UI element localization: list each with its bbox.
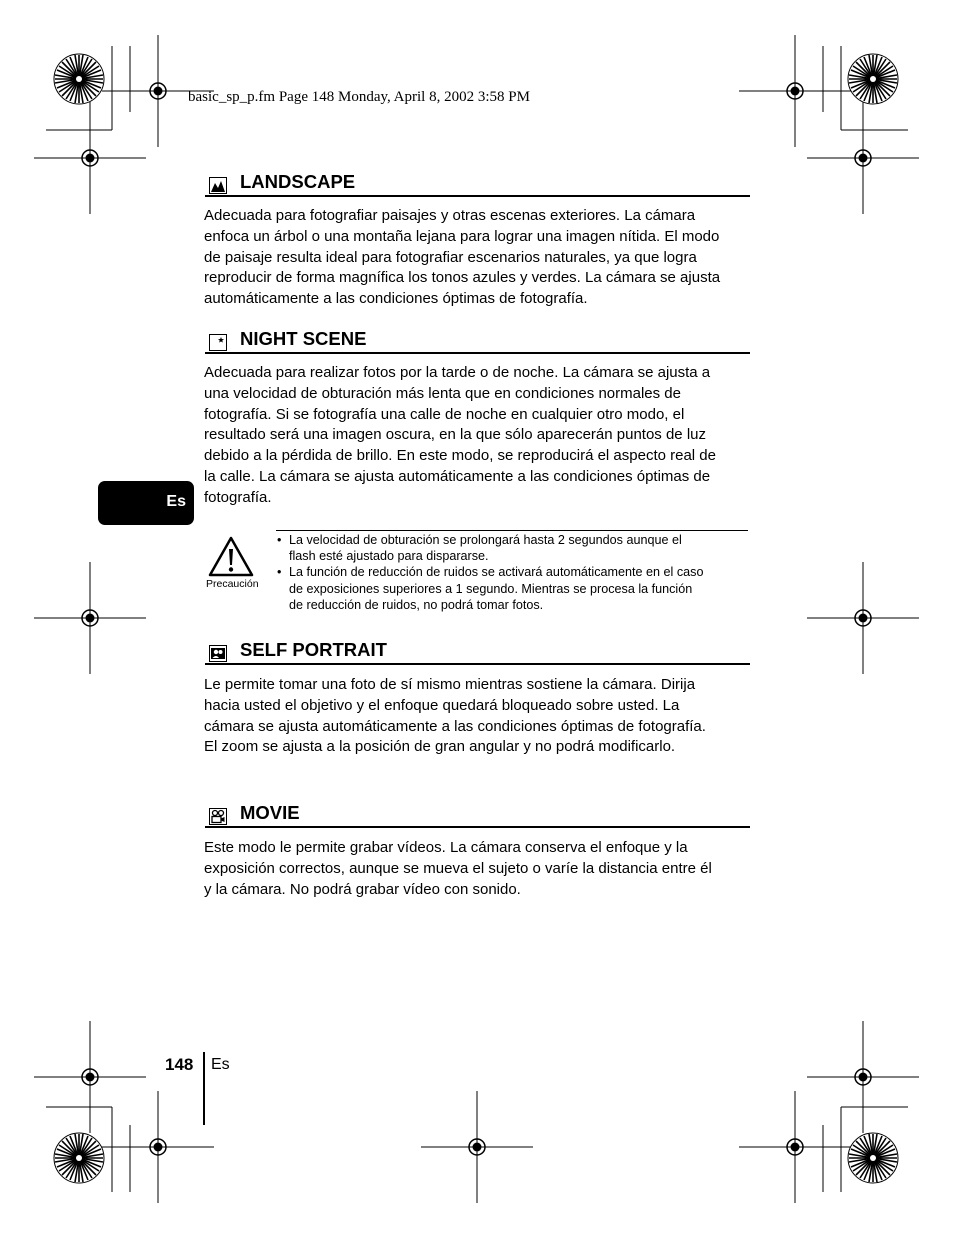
page-number: 148 — [165, 1055, 194, 1074]
text-line: reproducir de forma magnífica los tonos azules y verdes. La cámara se ajusta — [204, 269, 721, 287]
section-heading-movie — [205, 800, 750, 828]
text-line: resultado será una imagen oscura, en la que sólo aparecerán puntos de luz — [204, 426, 706, 444]
page-language: Es — [211, 1056, 230, 1073]
text-line: debido a la pérdida de brillo. En este modo, se reproducirá el aspecto real de — [204, 447, 716, 465]
text-line: hacia usted el objetivo y el enfoque quedará bloqueado sobre usted. La — [204, 696, 680, 714]
language-tab — [98, 481, 194, 525]
text-line: y la cámara. No podrá grabar vídeo con sonido. — [204, 880, 521, 898]
section-body-self-portrait — [204, 675, 752, 758]
text-line: cámara se ajusta automáticamente a las condiciones óptimas de fotografía. — [204, 717, 706, 735]
caution-divider — [276, 530, 748, 531]
landscape-icon — [209, 177, 227, 194]
caution-label: Precaución — [206, 578, 259, 590]
text-line: la calle. La cámara se ajusta automáticamente a las condiciones óptimas de — [204, 467, 711, 485]
text-line: fotografía. Si se fotografía una calle de noche en cualquier otro modo, el — [204, 405, 685, 423]
page-number-divider — [203, 1052, 205, 1125]
text-line: Le permite tomar una foto de sí mismo mientras sostiene la cámara. Dirija — [204, 676, 696, 693]
text-line: de paisaje resulta ideal para fotografiar escenarios naturales, ya que logra — [204, 248, 697, 266]
warning-triangle-icon — [208, 536, 254, 578]
text-line: exposición correctos, aunque se mueva el sujeto o varíe la distancia entre él — [204, 859, 712, 877]
text-line: Adecuada para fotografiar paisajes y otras escenas exteriores. La cámara — [204, 207, 696, 224]
section-title: SELF PORTRAIT — [240, 639, 387, 660]
movie-icon — [209, 808, 227, 825]
text-line: El zoom se ajusta a la posición de gran angular y no podrá modificarlo. — [204, 738, 676, 756]
night-scene-icon — [209, 334, 227, 351]
section-body-movie — [204, 838, 752, 900]
caution-item-text: La función de reducción de ruidos se activará automáticamente en el caso de exposiciones superiores a 1 segundo. Mientras se procesa la función de reducción de ruidos, no podrá tomar fotos. — [289, 565, 704, 612]
section-title: LANDSCAPE — [240, 171, 356, 192]
text-line: automáticamente a las condiciones óptimas de fotografía. — [204, 290, 588, 308]
section-title: MOVIE — [240, 802, 300, 823]
section-title: NIGHT SCENE — [240, 328, 367, 349]
caution-item-text: La velocidad de obturación se prolongará hasta 2 segundos aunque el flash esté ajustado para dispararse. — [289, 533, 682, 564]
text-line: Este modo le permite grabar vídeos. La cámara conserva el enfoque y la — [204, 839, 688, 856]
section-heading-landscape — [205, 169, 750, 197]
text-line: Adecuada para realizar fotos por la tarde o de noche. La cámara se ajusta a — [204, 364, 711, 381]
file-header-line: basic_sp_p.fm Page 148 Monday, April 8, 2002 3:58 PM — [188, 89, 530, 105]
text-line: enfoca un árbol o una montaña lejana para lograr una imagen nítida. El modo — [204, 227, 720, 245]
text-line: fotografía. — [204, 488, 272, 506]
caution-item — [277, 532, 749, 564]
text-line: una velocidad de obturación más lenta que en condiciones normales de — [204, 384, 681, 402]
language-tab-label: Es — [166, 493, 186, 510]
caution-item — [277, 564, 749, 613]
section-body-night-scene — [204, 363, 752, 509]
caution-list — [277, 532, 749, 613]
section-heading-self-portrait — [205, 637, 750, 665]
section-heading-night-scene — [205, 326, 750, 354]
section-body-landscape — [204, 206, 752, 310]
self-portrait-icon — [209, 645, 227, 662]
